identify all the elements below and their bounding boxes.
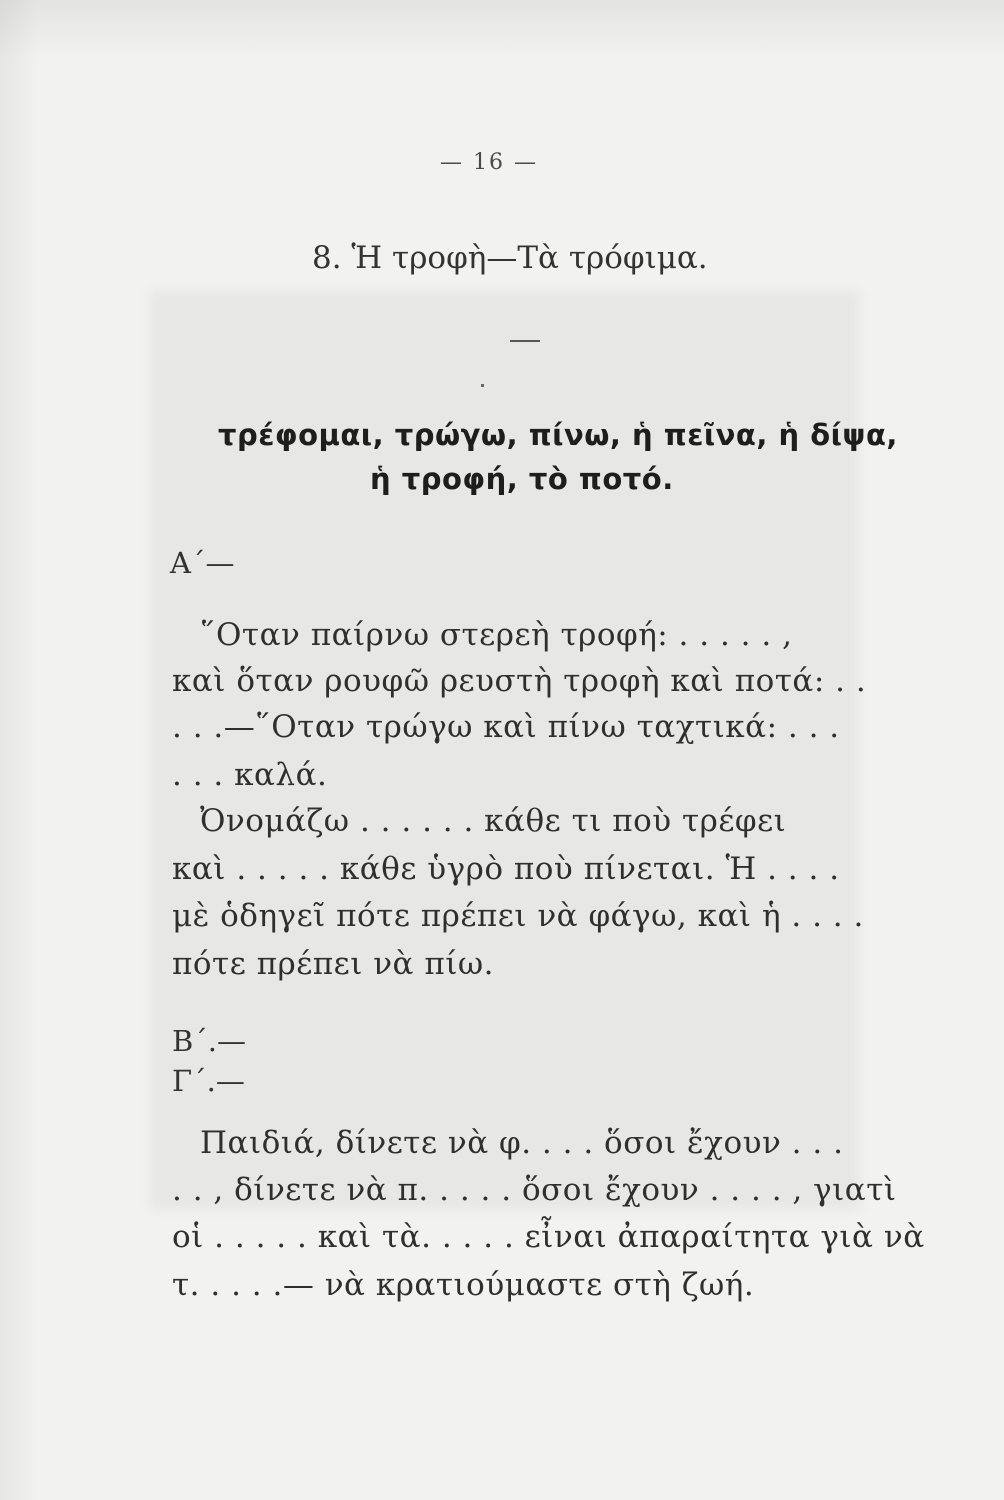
page-number: — 16 — (440, 150, 538, 175)
section-a-line: . . .—῞Οταν τρώγω καὶ πίνω ταχτικά: . . . (172, 709, 840, 745)
section-a-line: ῞Οταν παίρνω στερεὴ τροφή: . . . . . , (200, 617, 793, 653)
page-shadow-left (0, 0, 40, 1500)
section-c-line: οἱ . . . . . καὶ τὰ. . . . . εἶναι ἀπαραίτητα γιὰ νὰ (172, 1219, 925, 1255)
section-b-label: Β΄.— (172, 1024, 247, 1058)
section-c-line: τ. . . . .— νὰ κρατιούμαστε στὴ ζωή. (172, 1267, 755, 1303)
section-a-line: μὲ ὁδηγεῖ πότε πρέπει νὰ φάγω, καὶ ἡ . . . . (172, 898, 864, 934)
section-a-label: Α΄— (170, 546, 235, 580)
ornament-dot (481, 384, 484, 387)
section-c-label: Γ΄.— (172, 1064, 245, 1098)
vocabulary-line-2: ἡ τροφή, τὸ ποτό. (370, 462, 674, 496)
section-c-line: . . , δίνετε νὰ π. . . . . ὅσοι ἔχουν . . . . , γιατὶ (172, 1172, 897, 1208)
chapter-title: 8. Ἡ τροφὴ—Τὰ τρόφιμα. (312, 240, 708, 276)
section-a-line: καὶ . . . . . κάθε ὑγρὸ ποὺ πίνεται. Ἡ . . . . (172, 851, 840, 887)
section-a-line: . . . καλά. (172, 757, 328, 793)
page-shadow-top (0, 0, 1004, 60)
title-separator-rule (510, 340, 540, 342)
section-a-line: καὶ ὅταν ρουφῶ ρευστὴ τροφὴ καὶ ποτά: . . (172, 663, 867, 699)
vocabulary-line-1: τρέφομαι, τρώγω, πίνω, ἡ πεῖνα, ἡ δίψα, (218, 418, 898, 452)
section-a-line: πότε πρέπει νὰ πίω. (172, 946, 494, 982)
section-a-line: Ὀνομάζω . . . . . . κάθε τι ποὺ τρέφει (200, 803, 787, 839)
section-c-line: Παιδιά, δίνετε νὰ φ. . . . ὅσοι ἔχουν . . . (200, 1125, 844, 1161)
